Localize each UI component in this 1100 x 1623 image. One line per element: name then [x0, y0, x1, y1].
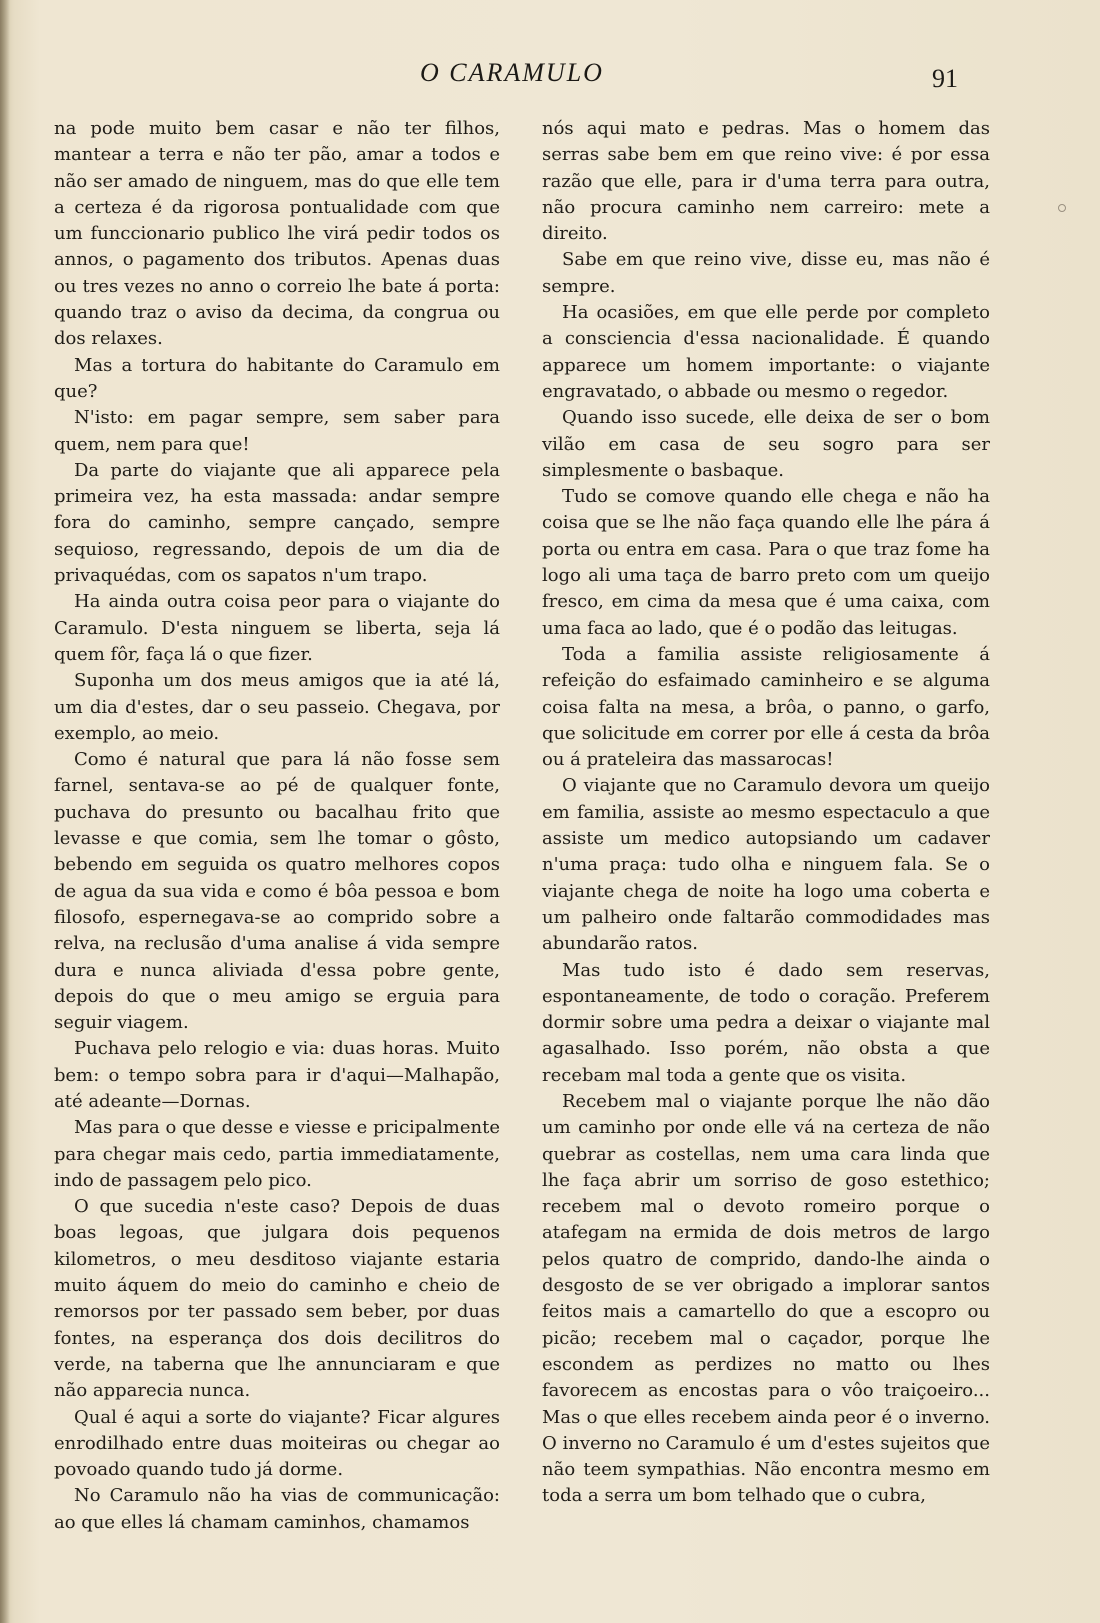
binding-shadow	[0, 0, 10, 1623]
paragraph: na pode muito bem casar e não ter filhos, mantear a terra e não ter pão, amar a todos e não ser amado de ninguem, mas do que elle tem a certeza é da rigorosa pontualidade com que um funccionario publico lhe virá pedir todos os annos, o pagamento dos tributos. Apenas duas ou tres vezes no anno o correio lhe bate á porta: quando traz o aviso da decima, da congrua ou dos relaxes.	[54, 118, 500, 350]
paragraph: Toda a familia assiste religiosamente á refeição do esfaimado caminheiro e se alguma coisa falta na mesa, a brôa, o panno, o garfo, que solicitude em correr por elle á cesta da brôa ou á prateleira das massarocas!	[542, 643, 990, 771]
paragraph: Ha ainda outra coisa peor para o viajante do Caramulo. D'esta ninguem se liberta, seja lá quem fôr, faça lá o que fizer.	[54, 591, 500, 665]
page-number: 91	[932, 64, 958, 93]
running-head	[0, 58, 1100, 98]
paragraph: Recebem mal o viajante porque lhe não dão um caminho por onde elle vá na certeza de não quebrar as costellas, nem uma cara linda que lhe faça abrir um sorriso de goso estethico; recebem mal o devoto romeiro porque o atafegam na ermida de dois metros de largo pelos quatro de comprido, dando-lhe ainda o desgosto de se ver obrigado a implorar santos feitos mais a camartello do que a escopro ou picão; recebem mal o caçador, porque lhe escondem as perdizes no matto ou lhes favorecem as encostas para o vôo traiçoeiro... Mas o que elles recebem ainda peor é o inverno. O inverno no Caramulo é um d'estes sujeitos que não teem sympathias. Não encontra mesmo em toda a serra um bom telhado que o cubra,	[542, 1090, 990, 1507]
right-column	[542, 116, 990, 1510]
paragraph: Da parte do viajante que ali apparece pela primeira vez, ha esta massada: andar sempre fora do caminho, sempre cançado, sempre sequioso, regressando, depois de um dia de privaquédas, com os sapatos n'um trapo.	[54, 459, 500, 587]
paragraph: Puchava pelo relogio e via: duas horas. Muito bem: o tempo sobra para ir d'aqui—Malhapão, até adeante—Dornas.	[54, 1038, 500, 1112]
paragraph: Tudo se comove quando elle chega e não ha coisa que se lhe não faça quando elle lhe pára á porta ou entra em casa. Para o que traz fome ha logo ali uma taça de barro preto com um queijo fresco, em cima da mesa que é uma caixa, com uma faca ao lado, que é o podão das leitugas.	[542, 486, 990, 639]
paragraph: Mas tudo isto é dado sem reservas, espontaneamente, de todo o coração. Preferem dormir sobre uma pedra a deixar o viajante mal agasalhado. Isso porém, não obsta a que recebam mal toda a gente que os visita.	[542, 959, 990, 1086]
paragraph: N'isto: em pagar sempre, sem saber para quem, nem para que!	[54, 407, 500, 455]
paragraph: Qual é aqui a sorte do viajante? Ficar algures enrodilhado entre duas moiteiras ou chegar ao povoado quando tudo já dorme.	[54, 1406, 500, 1481]
running-title: O CARAMULO	[420, 58, 604, 87]
paragraph: Quando isso sucede, elle deixa de ser o bom vilão em casa de seu sogro para ser simplesmente o basbaque.	[542, 407, 990, 481]
paragraph: No Caramulo não ha vias de communicação: ao que elles lá chamam caminhos, chamamos	[54, 1485, 500, 1533]
paragraph: O que sucedia n'este caso? Depois de duas boas legoas, que julgara dois pequenos kilometros, o meu desditoso viajante estaria muito áquem do meio do caminho e cheio de remorsos por ter passado sem beber, por duas fontes, na esperança dos dois decilitros do verde, na taberna que lhe annunciaram e que não apparecia nunca.	[54, 1196, 500, 1402]
paragraph: nós aqui mato e pedras. Mas o homem das serras sabe bem em que reino vive: é por essa razão que elle, para ir d'uma terra para outra, não procura caminho nem carreiro: mete a direito.	[542, 118, 990, 245]
paragraph: Mas para o que desse e viesse e pricipalmente para chegar mais cedo, partia immediatamente, indo de passagem pelo pico.	[54, 1117, 500, 1191]
paragraph: O viajante que no Caramulo devora um queijo em familia, assiste ao mesmo espectaculo a que assiste um medico autopsiando um cadaver n'uma praça: tudo olha e ninguem fala. Se o viajante chega de noite ha logo uma coberta e um palheiro onde faltarão commodidades mas abundarão ratos.	[542, 775, 990, 955]
paragraph: Suponha um dos meus amigos que ia até lá, um dia d'estes, dar o seu passeio. Chegava, por exemplo, ao meio.	[54, 670, 500, 744]
left-column	[54, 116, 500, 1536]
paragraph: Ha ocasiões, em que elle perde por completo a consciencia d'essa nacionalidade. É quando apparece um homem importante: o viajante engravatado, o abbade ou mesmo o regedor.	[542, 302, 990, 402]
paragraph: Sabe em que reino vive, disse eu, mas não é sempre.	[542, 249, 990, 297]
paragraph: Mas a tortura do habitante do Caramulo em que?	[54, 354, 500, 402]
paragraph: Como é natural que para lá não fosse sem farnel, sentava-se ao pé de qualquer fonte, puchava do presunto ou bacalhau frito que levasse e que comia, sem lhe tomar o gôsto, bebendo em seguida os quatro melhores copos de agua da sua vida e como é bôa pessoa e bom filosofo, espernegava-se ao comprido sobre a relva, na reclusão d'uma analise á vida sempre dura e nunca aliviada d'essa pobre gente, depois do que o meu amigo se erguia para seguir viagem.	[54, 749, 500, 1034]
margin-mark	[1058, 204, 1066, 212]
